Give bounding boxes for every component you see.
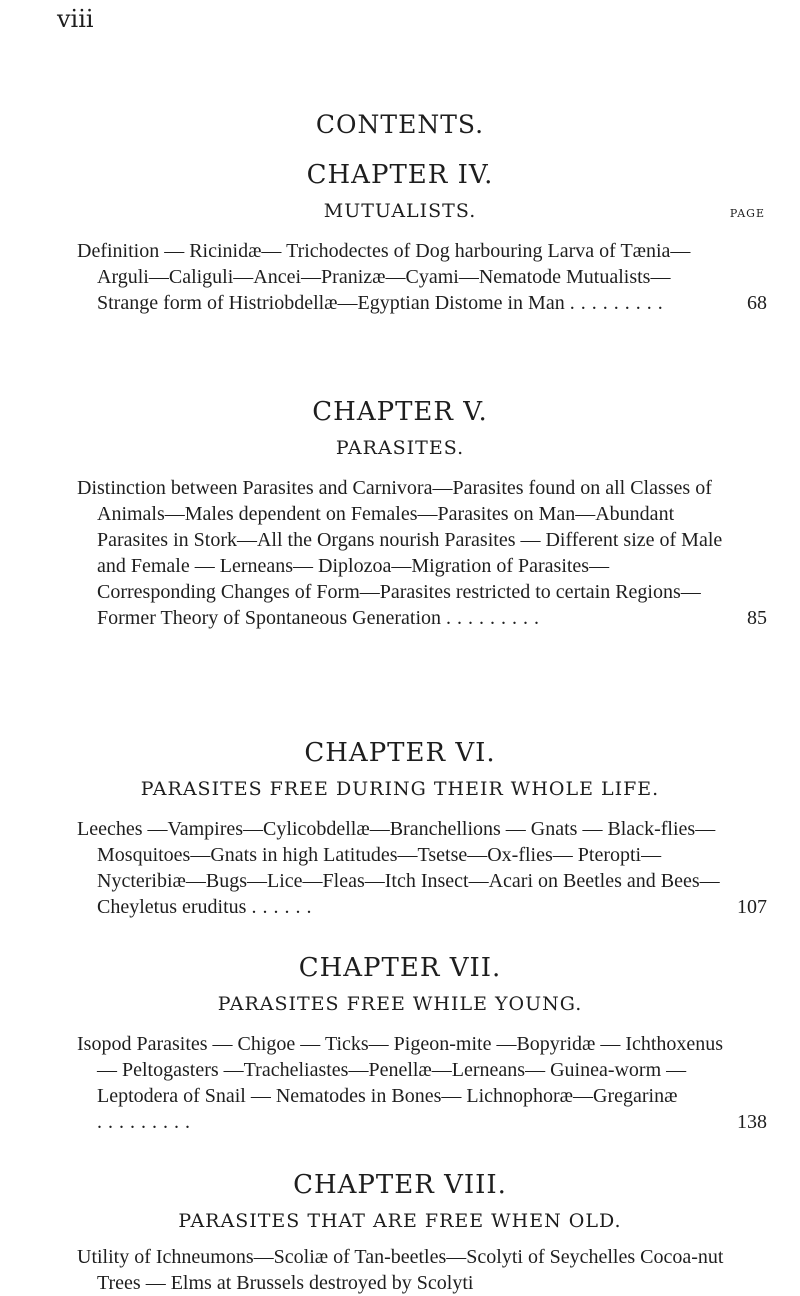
entry-page: 107 xyxy=(737,896,767,918)
leader-dots: ......... xyxy=(97,1111,196,1133)
entry-text: Utility of Ichneumons—Scoliæ of Tan-beetles—Scolyti of Seychelles Cocoa-nut Trees — Elms at Brussels destroyed by Scolyti xyxy=(77,1246,724,1294)
contents-entry xyxy=(77,475,767,631)
chapter-title: CHAPTER V. xyxy=(312,397,488,427)
page-number: viii xyxy=(57,5,94,33)
chapter-block xyxy=(0,953,800,1135)
entry-text: Definition — Ricinidæ— Trichodectes of Dog harbouring Larva of Tænia—Arguli—Caliguli—Ancei—Pranizæ—Cyami—Nematode Mutualists—Strange form of Histriobdellæ—Egyptian Distome in Man xyxy=(77,240,691,314)
chapter-block xyxy=(0,160,800,316)
chapter-subtitle: PARASITES FREE WHILE YOUNG. xyxy=(217,993,583,1015)
page-column-label: PAGE xyxy=(729,207,765,220)
entry-text: Isopod Parasites — Chigoe — Ticks— Pigeon-mite —Bopyridæ — Ichthoxenus — Peltogasters —Tracheliastes—Penellæ—Lerneans— Guinea-worm — Leptodera of Snail — Nematodes in Bones— Lichnophoræ—Gregarinæ xyxy=(77,1033,724,1107)
chapter-subtitle: PARASITES THAT ARE FREE WHEN OLD. xyxy=(178,1210,622,1232)
entry-page: 85 xyxy=(747,607,767,629)
chapter-title: CHAPTER VIII. xyxy=(293,1170,507,1200)
entry-text: Leeches —Vampires—Cylicobdellæ—Branchellions — Gnats — Black-flies—Mosquitoes—Gnats in high Latitudes—Tsetse—Ox-flies— Pteropti—Nycteribiæ—Bugs—Lice—Fleas—Itch Insect—Acari on Beetles and Bees—Cheyletus eruditus xyxy=(77,818,720,918)
chapter-title: CHAPTER VI. xyxy=(304,738,496,768)
leader-dots: ......... xyxy=(446,607,545,629)
leader-dots: ......... xyxy=(569,292,669,314)
leader-dots: ...... xyxy=(251,896,318,918)
contents-entry xyxy=(77,1244,727,1296)
running-title: CONTENTS. xyxy=(315,110,485,139)
chapter-title: CHAPTER VII. xyxy=(298,953,502,983)
entry-page: 68 xyxy=(747,292,767,314)
chapter-block xyxy=(0,1170,800,1296)
chapter-subtitle: MUTUALISTS. xyxy=(323,200,477,222)
contents-entry xyxy=(77,816,767,920)
chapter-title: CHAPTER IV. xyxy=(306,160,494,190)
contents-entry xyxy=(77,238,767,316)
entry-text: Distinction between Parasites and Carnivora—Parasites found on all Classes of Animals—Males dependent on Females—Parasites on Man—Abundant Parasites in Stork—All the Organs nourish Parasites — Different size of Male and Female — Lerneans— Diplozoa—Migration of Parasites—Corresponding Changes of Form—Parasites restricted to certain Regions—Former Theory of Spontaneous Generation xyxy=(77,477,723,629)
chapter-subtitle: PARASITES. xyxy=(335,437,465,459)
contents-entry xyxy=(77,1031,767,1135)
chapter-subtitle: PARASITES FREE DURING THEIR WHOLE LIFE. xyxy=(140,778,660,800)
entry-page: 138 xyxy=(737,1111,767,1133)
chapter-block xyxy=(0,397,800,631)
chapter-block xyxy=(0,738,800,920)
